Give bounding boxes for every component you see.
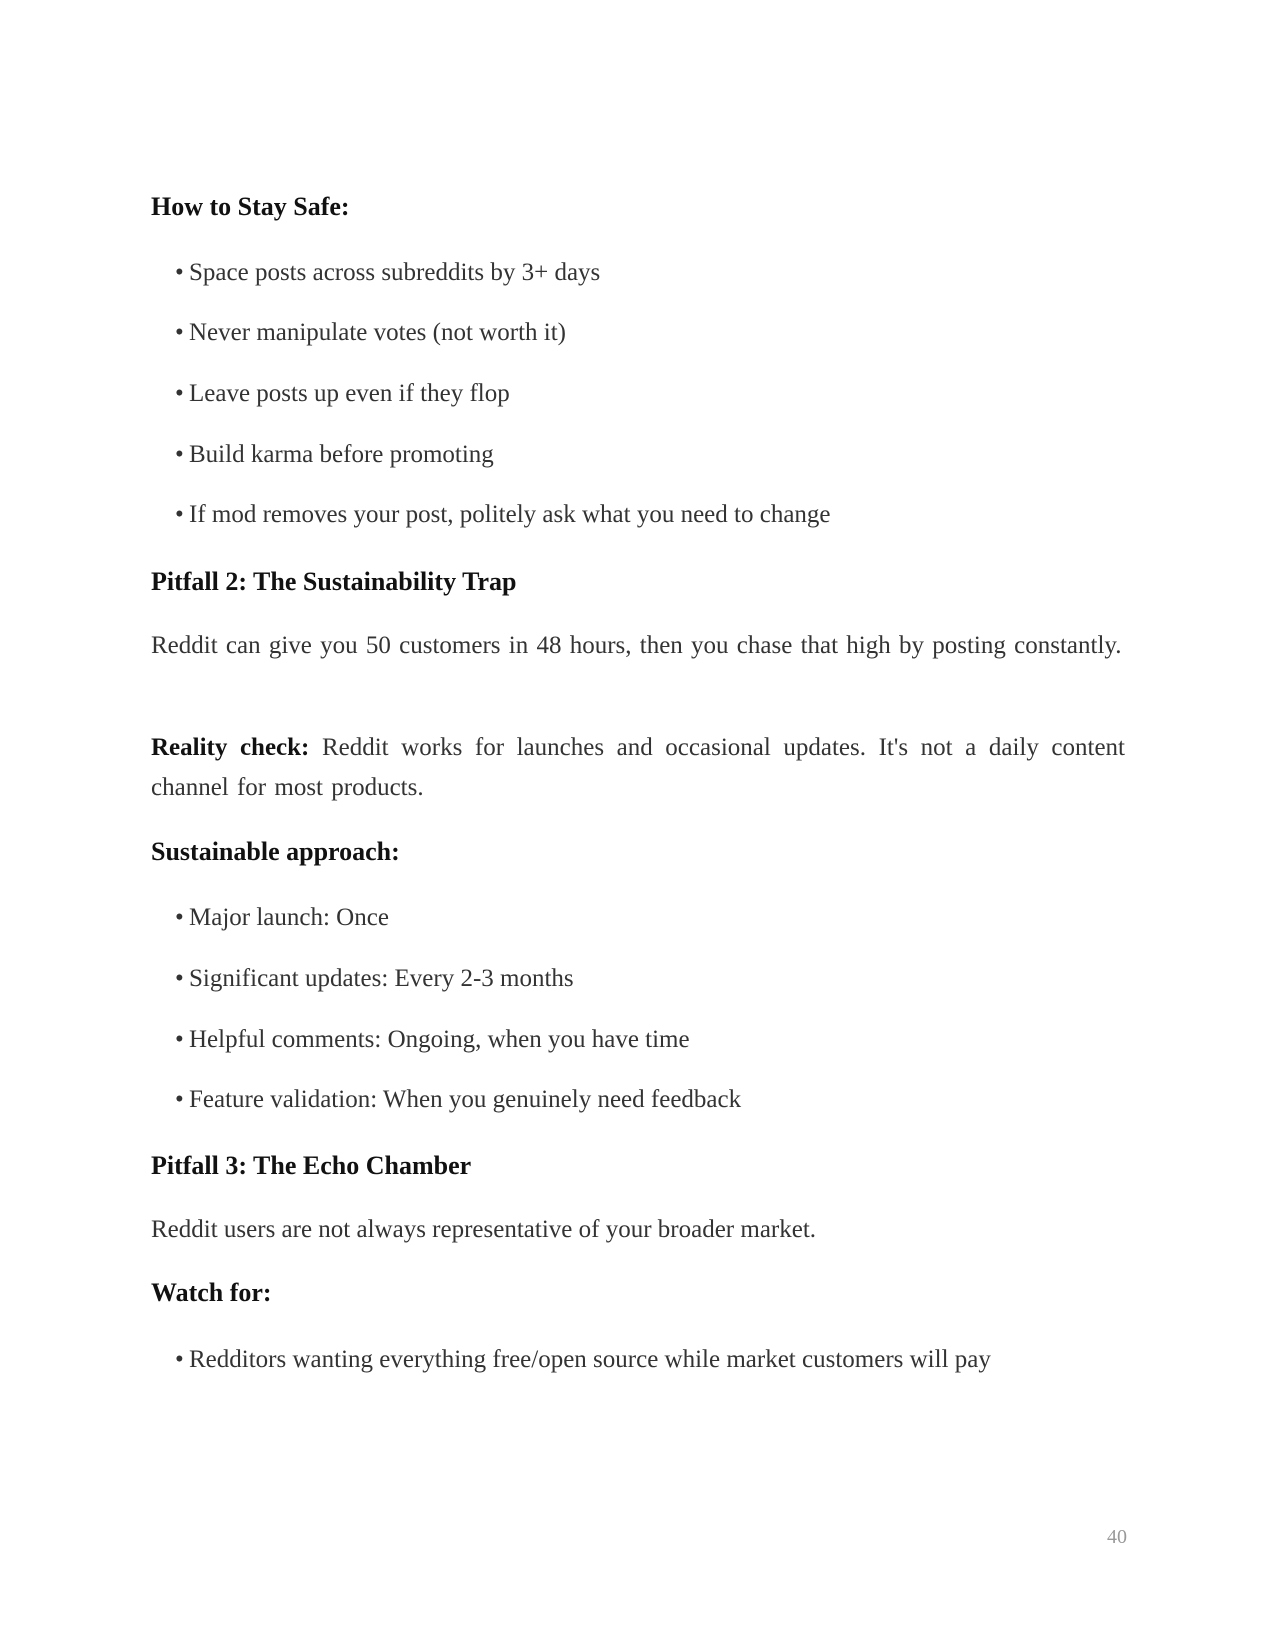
section-heading-pitfall-3: Pitfall 3: The Echo Chamber — [151, 1151, 472, 1180]
list-item — [175, 898, 1125, 938]
bullet-icon: • — [175, 1026, 184, 1053]
bullet-icon: • — [175, 441, 184, 468]
list-item — [175, 495, 1125, 535]
bullet-icon: • — [175, 259, 184, 286]
bullet-icon: • — [175, 904, 184, 931]
list-item-text: Helpful comments: Ongoing, when you have time — [189, 1026, 690, 1053]
list-item — [175, 313, 1125, 353]
list-item — [175, 1080, 1125, 1120]
paragraph-sustainability: Reddit can give you 50 customers in 48 hours, then you chase that high by posting constantly. — [151, 632, 1122, 659]
list-item — [175, 253, 1125, 293]
list-item — [175, 1340, 1125, 1380]
section-heading-how-to-stay-safe: How to Stay Safe: — [151, 192, 350, 221]
list-item — [175, 435, 1125, 475]
list-item — [175, 374, 1125, 414]
reality-check-label: Reality check: — [151, 734, 310, 761]
list-item — [175, 1020, 1125, 1060]
bullet-icon: • — [175, 1086, 184, 1113]
subheading-watch-for: Watch for: — [151, 1278, 272, 1307]
bullet-icon: • — [175, 501, 184, 528]
list-item-text: Redditors wanting everything free/open source while market customers will pay — [189, 1346, 991, 1373]
list-item-text: Feature validation: When you genuinely need feedback — [189, 1086, 742, 1113]
list-item-text: Leave posts up even if they flop — [189, 380, 510, 407]
list-item-text: Build karma before promoting — [189, 441, 494, 468]
paragraph-echo-chamber: Reddit users are not always representative of your broader market. — [151, 1216, 817, 1243]
bullet-icon: • — [175, 965, 184, 992]
list-item-text: Space posts across subreddits by 3+ days — [189, 259, 601, 286]
list-item-text: Significant updates: Every 2-3 months — [189, 965, 574, 992]
bullet-icon: • — [175, 1346, 184, 1373]
list-item-text: If mod removes your post, politely ask what you need to change — [189, 501, 831, 528]
bullet-icon: • — [175, 380, 184, 407]
bullet-icon: • — [175, 319, 184, 346]
page-number: 40 — [1107, 1526, 1127, 1548]
list-item-text: Never manipulate votes (not worth it) — [189, 319, 566, 346]
paragraph-reality-check — [151, 728, 1125, 808]
section-heading-pitfall-2: Pitfall 2: The Sustainability Trap — [151, 567, 517, 596]
subheading-sustainable-approach: Sustainable approach: — [151, 837, 400, 866]
list-item — [175, 959, 1125, 999]
reality-check-text: Reddit works for launches and occasional updates. It's not a daily content channel for most products. — [151, 734, 1125, 801]
list-item-text: Major launch: Once — [189, 904, 389, 931]
